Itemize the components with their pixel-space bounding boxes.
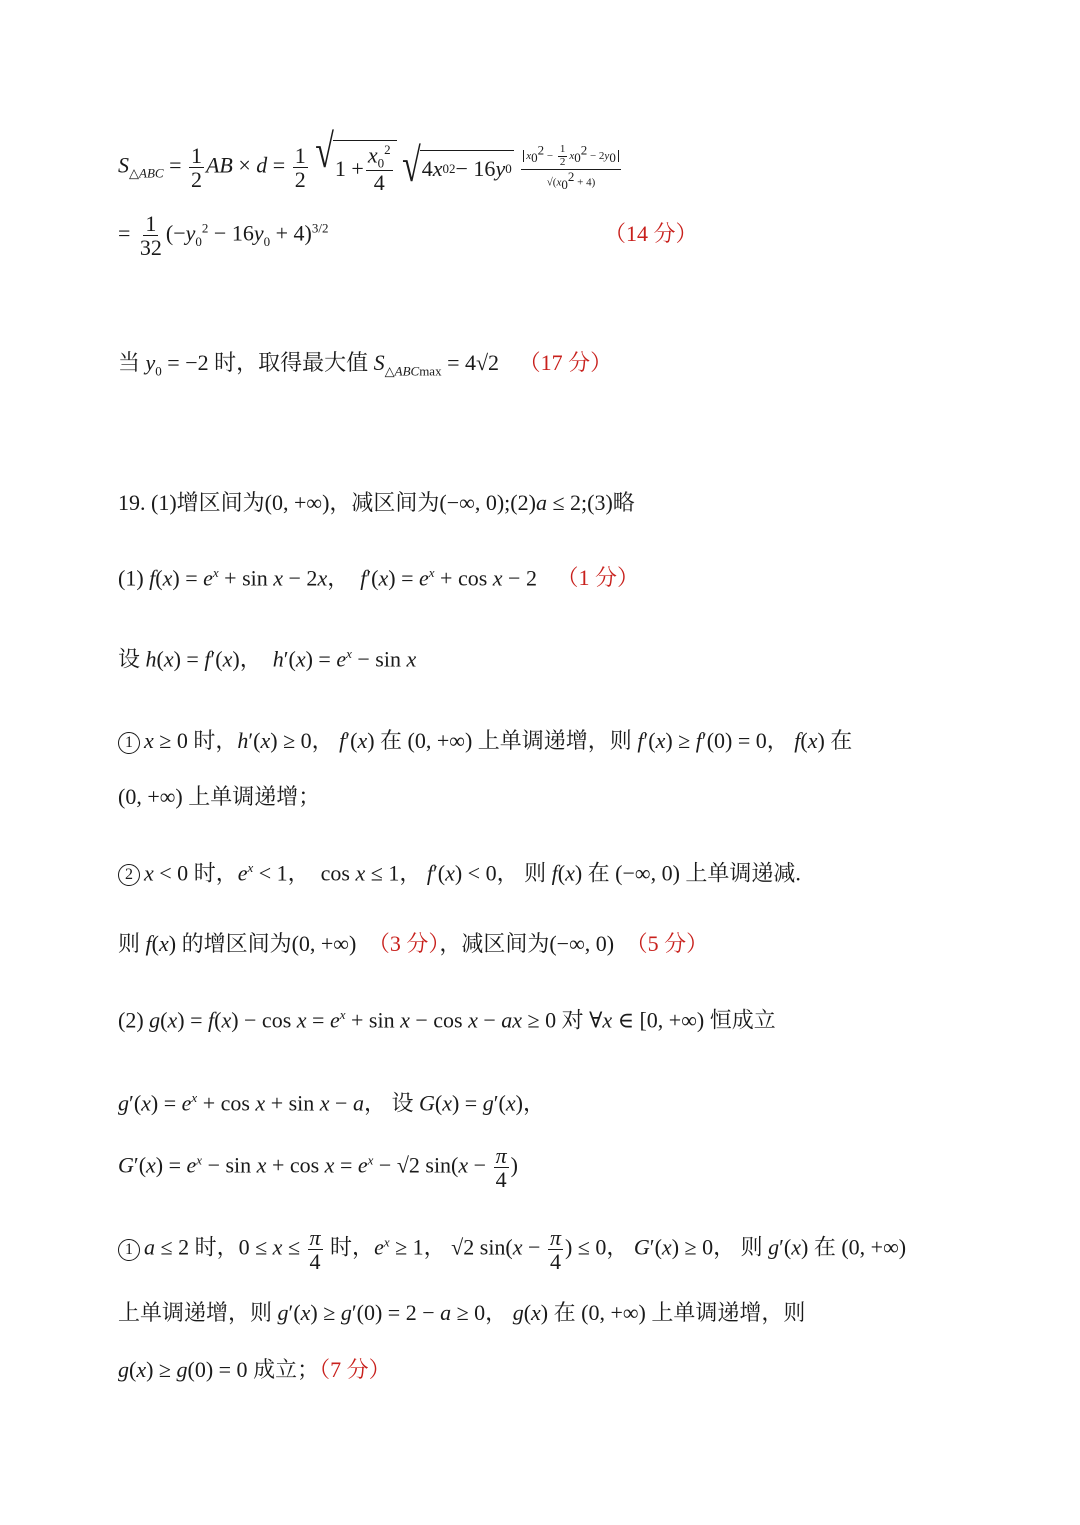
q19-case1-b: (0, +∞) 上单调递增； (118, 784, 321, 809)
q19-part2-def: (2) $g(x) = f(x) - \cos x = e^x + \sin x - \cos x$ − ax ≥ 0 对 ∀x ∈ [0, +∞) 恒成立 (118, 1007, 776, 1033)
score-mark-1: （1 分） (556, 565, 639, 591)
circled-number-1b: 1 (118, 1239, 140, 1261)
score-mark-5: （5 分） (625, 931, 709, 956)
circled-number-1: 1 (118, 732, 140, 754)
q19-part1-conclusion: 则 f(x) 的增区间为(0, +∞) （3 分），减区间为(−∞, 0) （5 分） (118, 931, 709, 956)
q19-case-a-le-2-a: 1 a ≤ 2 时，0 ≤ x ≤ $\frac{\pi}{4}$ 时，$e^x \ge 1$， √2 sin(x − $\frac{\pi}{4}$ ) ≤ 0， G′(x) ≥ 0， 则 g′(x) 在 (0, +∞) (118, 1226, 906, 1273)
score-mark-3: （3 分） (367, 931, 440, 956)
area-formula-line-1: $S_{\triangle ABC}$ = $\frac{1}{2}$ AB × d = $\frac{1}{2}$ √ 1 + $\frac{x_0^2}{4}$ √ 4 x 0 2 − 16 y 0 $x_0^2$ − $\frac{1}{2}$ $x_0^2 - 2y_0$ $√(x_0^2 + 4)$ (118, 140, 623, 194)
score-mark-17: （17 分） (518, 350, 613, 375)
score-mark-7: （7 分） (319, 1357, 391, 1382)
max-value-line: 当 $y_0 = -2$ 时，取得最大值 $S_{\triangle ABCmax} = 4√2$ （17 分） (118, 350, 613, 379)
q19-g-prime: $g'(x) = e^x + \cos x + \sin x - a$， 设 G(x) = g′(x)， (118, 1090, 545, 1116)
area-formula-line-2: = $\frac{1}{32}$ $(-y_0^2 - 16y_0 + 4)^{3/2}$ （14 分） (118, 211, 698, 261)
q19-case1-a: 1 x ≥ 0 时，h′(x) ≥ 0， f′(x) 在 (0, +∞) 上单调递增，则 f′(x) ≥ f′(0) = 0， f(x) 在 (118, 728, 852, 754)
q19-case2: 2 x < 0 时，$e^x < 1$， cos x ≤ 1， f′(x) < 0， 则 f(x) 在 (−∞, 0) 上单调递减. (118, 860, 801, 887)
q19-G-prime: $G'(x) = e^x - \sin x + \cos x = e^x - √2$ sin(x − $\frac{\pi}{4}$ ) (118, 1143, 518, 1193)
circled-number-2: 2 (118, 864, 140, 886)
q19-part1-def: (1) $f(x) = e^x + \sin x - 2x$， $f'(x) = e^x + \cos x - 2$ （1 分） (118, 565, 639, 591)
q19-case-a-le-2-c: g(x) ≥ g(0) = 0 成立；（7 分） (118, 1357, 391, 1382)
q19-case-a-le-2-b: 上单调递增，则 g′(x) ≥ g′(0) = 2 − a ≥ 0， g(x) 在 (0, +∞) 上单调递增，则 (118, 1300, 806, 1325)
score-mark-14: （14 分） (603, 220, 698, 246)
q19-summary-line: 19. (1)增区间为(0, +∞)，减区间为(−∞, 0);(2)a ≤ 2;(3)略 (118, 490, 635, 515)
q19-define-h: 设 h(x) = f′(x)， $h'(x) = e^x - \sin x$ (118, 646, 417, 672)
